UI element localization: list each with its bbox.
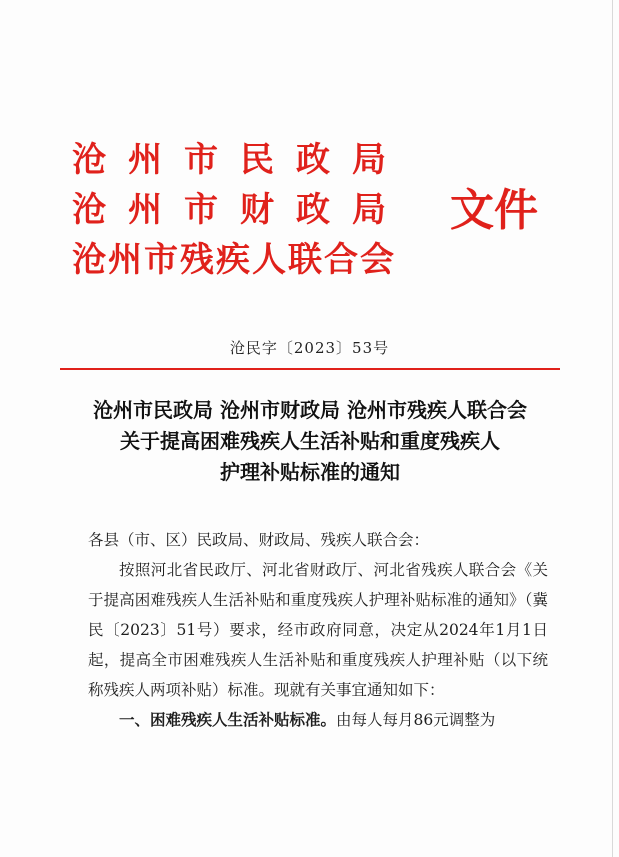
page-edge <box>612 0 613 857</box>
title-line-2: 关于提高困难残疾人生活补贴和重度残疾人 <box>120 429 500 453</box>
title-line-1: 沧州市民政局 沧州市财政局 沧州市残疾人联合会 <box>93 398 527 422</box>
document-number: 沧民字〔2023〕53号 <box>229 339 390 357</box>
section-1-text: 由每人每月86元调整为 <box>336 711 496 729</box>
agency-name-disabled-federation: 沧州市残疾人联合会 <box>72 240 396 280</box>
agency-name-civil-affairs: 沧州市民政局 <box>72 140 408 180</box>
salutation: 各县（市、区）民政局、财政局、残疾人联合会： <box>88 531 430 549</box>
paragraph-2 <box>88 705 548 735</box>
agency-name-finance: 沧州市财政局 <box>72 190 408 230</box>
document-type-label: 文件 <box>450 185 538 236</box>
red-divider-line <box>60 368 560 370</box>
document-title <box>40 395 580 488</box>
document-header <box>72 128 552 298</box>
title-line-3: 护理补贴标准的通知 <box>220 460 400 484</box>
document-body <box>88 525 548 735</box>
paragraph-1: 按照河北省民政厅、河北省财政厅、河北省残疾人联合会《关于提高困难残疾人生活补贴和重度残疾人护理补贴标准的通知》（冀民〔2023〕51号）要求，经市政府同意，决定从2024年1月1日起，提高全市困难残疾人生活补贴和重度残疾人护理补贴（以下统称残疾人两项补贴）标准。现就有关事宜通知如下： <box>88 561 548 699</box>
section-1-heading: 一、困难残疾人生活补贴标准。 <box>119 710 337 729</box>
